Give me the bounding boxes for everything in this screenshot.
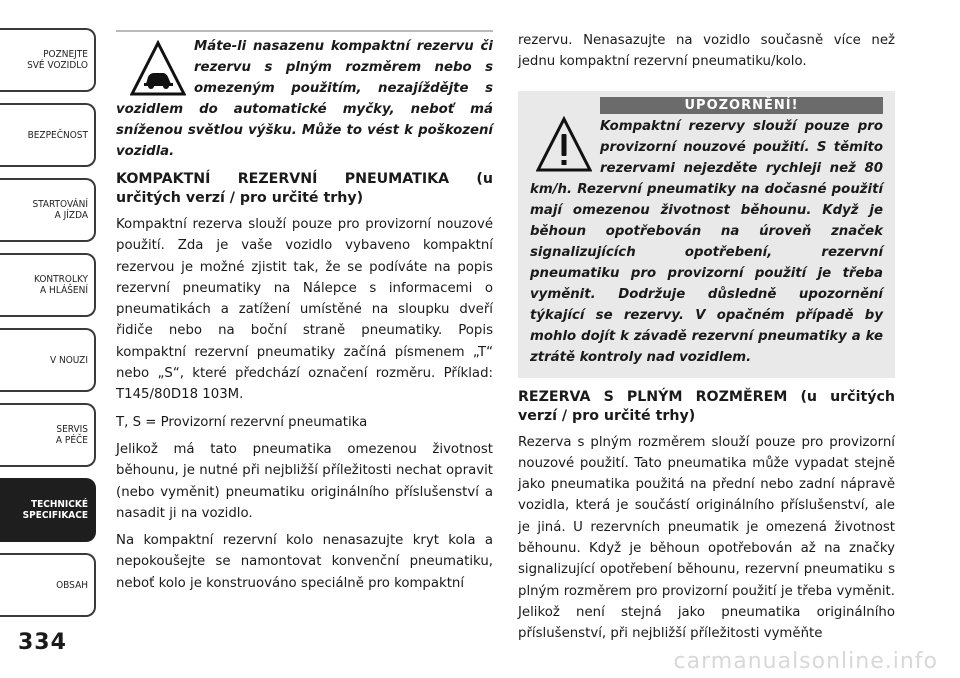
warning-text: Máte-li nasazenu kompaktní rezervu či rezervu s plným rozměrem nebo s omezeným použitím, nezajíždějte s vozidlem do automatické myčky, neboť má sníženou světlou výšku. Může to vést k poškození vozidla. — [116, 39, 493, 159]
right-column — [518, 30, 895, 651]
tab-label: V NOUZI — [49, 354, 88, 366]
paragraph: Kompaktní rezerva slouží pouze pro provizorní nouzové použití. Zda je vaše vozidlo vybaveno kompaktní rezervou je možné zjistit tak, že se podíváte na popis rezervní pneumatiky na Nálepce s informacemi o pneumatikách a zatížení umístěné na sloupku dveří řidiče nebo na boční straně pneumatiky. Popis kompaktní rezervní pneumatiky začíná písmenem „T“ nebo „S“, které předchází označení rozměru. Příklad: T145/80D18 103M. — [116, 217, 493, 403]
paragraph: Rezerva s plným rozměrem slouží pouze pro provizorní nouzové použití. Tato pneumatika může vypadat stejně jako pneumatika použitá na přední nebo zadní nápravě vozidla, která je součástí originálního příslušenství, ale je jiná. U rezervních pneumatik je omezená životnost běhounu. Když je běhoun opotřebován až na značky signalizující opotřebení běhounu, rezervní pneumatiku s plným rozměrem pro provizorní použití je třeba vyměnit. Jelikož není stejná jako pneumatika originálního příslušenství, při nejbližší příležitosti vyměňte — [518, 434, 895, 642]
tab-servis-a-pece[interactable] — [0, 403, 96, 467]
caution-text: Kompaktní rezervy slouží pouze pro provizorní nouzové použití. S těmito rezervami nejezděte rychleji než 80 km/h. Rezervní pneumatiky na dočasné použití mají omezenou životnost běhounu. Když je běhoun opotřebován na úroveň značek signalizujících opotřebení, rezervní pneumatiku pro provizorní použití je třeba vyměnit. Dodržuje důsledně upozornění týkající se rezervy. V opačném případě by mohlo dojít k závadě rezervní pneumatiky a ke ztrátě kontroly nad vozidlem. — [530, 118, 883, 365]
watermark: carmanualsonline.info — [673, 649, 938, 674]
compact-spare-heading: KOMPAKTNÍ REZERVNÍ PNEUMATIKA (u určitých verzí / pro určité trhy) — [116, 171, 493, 206]
caution-title: UPOZORNĚNÍ! — [600, 97, 883, 114]
car-wash-warning — [116, 30, 493, 162]
tab-technicke-specifikace[interactable] — [0, 478, 96, 542]
tab-label: OBSAH — [56, 579, 88, 591]
tab-obsah[interactable] — [0, 553, 96, 617]
tab-label: KONTROLKY A HLÁŠENÍ — [33, 274, 88, 296]
paragraph: Jelikož má tato pneumatika omezenou životnost běhounu, je nutné při nejbližší příležitosti nechat opravit (nebo vyměnit) pneumatiku originálního příslušenství a nasadit ji na vozidlo. — [116, 441, 493, 521]
tab-startovani-a-jizda[interactable] — [0, 178, 96, 242]
paragraph: Na kompaktní rezervní kolo nenasazujte kryt kola a nepokoušejte se namontovat konvenční pneumatiku, neboť kolo je konstruováno speciálně pro kompaktní — [116, 533, 493, 591]
tab-label: STARTOVÁNÍ A JÍZDA — [32, 199, 88, 221]
tab-label: SERVIS A PÉČE — [55, 424, 88, 446]
tab-poznejte-sve-vozidlo[interactable] — [0, 28, 96, 92]
car-warning-icon — [130, 40, 186, 98]
exclamation-warning-icon — [536, 116, 592, 174]
tab-v-nouzi[interactable] — [0, 328, 96, 392]
tab-label: TECHNICKÉ SPECIFIKACE — [22, 499, 88, 521]
page-number: 334 — [18, 630, 67, 655]
tab-label: BEZPEČNOST — [27, 129, 88, 141]
caution-box — [518, 91, 895, 378]
full-size-spare-heading: REZERVA S PLNÝM ROZMĚREM (u určitých verzí / pro určité trhy) — [518, 388, 895, 424]
tab-label: POZNEJTE SVÉ VOZIDLO — [27, 49, 88, 71]
tab-kontrolky-a-hlaseni[interactable] — [0, 253, 96, 317]
paragraph: T, S = Provizorní rezervní pneumatika — [116, 414, 368, 430]
left-column — [116, 30, 493, 600]
paragraph: rezervu. Nenasazujte na vozidlo současně více než jednu kompaktní rezervní pneumatiku/kolo. — [518, 33, 895, 70]
tab-bezpecnost[interactable] — [0, 103, 96, 167]
